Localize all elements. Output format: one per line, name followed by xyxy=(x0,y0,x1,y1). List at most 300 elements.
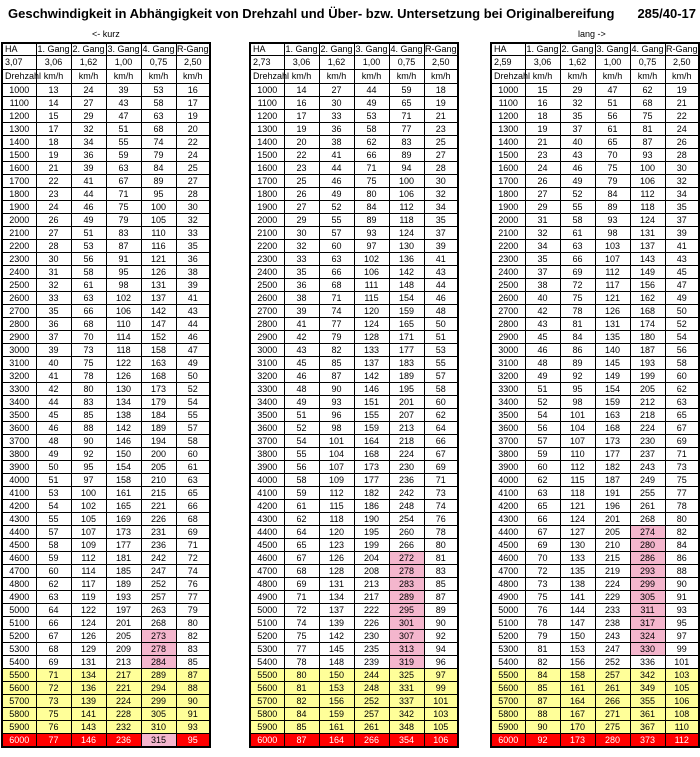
speed-cell: 32 xyxy=(525,227,560,240)
speed-cell: 128 xyxy=(319,565,354,578)
speed-cell: 39 xyxy=(176,279,210,292)
speed-cell: 118 xyxy=(560,487,595,500)
speed-cell: 28 xyxy=(424,162,458,175)
speed-cell: 100 xyxy=(141,201,176,214)
speed-cell: 208 xyxy=(354,565,389,578)
rpm-cell: 4300 xyxy=(2,513,36,526)
speed-cell: 73 xyxy=(71,344,106,357)
speed-cell: 289 xyxy=(141,669,176,682)
speed-cell: 33 xyxy=(319,110,354,123)
speed-cell: 135 xyxy=(560,565,595,578)
rpm-cell: 4600 xyxy=(491,552,525,565)
speed-cell: 244 xyxy=(354,669,389,682)
unit-label: km/h xyxy=(525,70,560,84)
speed-cell: 68 xyxy=(284,565,319,578)
table-row xyxy=(2,630,210,643)
speed-cell: 22 xyxy=(284,149,319,162)
speed-cell: 30 xyxy=(36,253,71,266)
speed-cell: 55 xyxy=(36,513,71,526)
table-row xyxy=(491,305,699,318)
rpm-cell: 3200 xyxy=(2,370,36,383)
rpm-cell: 2300 xyxy=(250,253,284,266)
speed-cell: 29 xyxy=(284,214,319,227)
speed-cell: 189 xyxy=(106,578,141,591)
speed-cell: 46 xyxy=(71,201,106,214)
speed-cell: 148 xyxy=(319,656,354,669)
speed-cell: 65 xyxy=(284,539,319,552)
speed-cell: 68 xyxy=(71,318,106,331)
speed-cell: 103 xyxy=(665,669,699,682)
speed-cell: 95 xyxy=(176,734,210,748)
speed-cell: 105 xyxy=(141,214,176,227)
speed-cell: 137 xyxy=(141,292,176,305)
speed-cell: 82 xyxy=(665,526,699,539)
speed-cell: 105 xyxy=(424,721,458,734)
table-row xyxy=(491,643,699,656)
speed-cell: 37 xyxy=(424,227,458,240)
speed-cell: 32 xyxy=(176,214,210,227)
speed-cell: 49 xyxy=(284,396,319,409)
speed-cell: 130 xyxy=(560,539,595,552)
speed-cell: 49 xyxy=(525,370,560,383)
rpm-cell: 4500 xyxy=(250,539,284,552)
speed-cell: 106 xyxy=(389,188,424,201)
speed-cell: 252 xyxy=(595,656,630,669)
speed-cell: 87 xyxy=(319,370,354,383)
speed-cell: 184 xyxy=(141,409,176,422)
speed-cell: 182 xyxy=(354,487,389,500)
speed-cell: 43 xyxy=(525,318,560,331)
speed-cell: 122 xyxy=(71,604,106,617)
speed-cell: 134 xyxy=(319,591,354,604)
speed-cell: 149 xyxy=(630,266,665,279)
speed-cell: 90 xyxy=(176,695,210,708)
speed-cell: 106 xyxy=(354,266,389,279)
speed-cell: 242 xyxy=(389,487,424,500)
rpm-cell: 3800 xyxy=(2,448,36,461)
table-row xyxy=(491,110,699,123)
speed-cell: 104 xyxy=(560,422,595,435)
rpm-cell: 3700 xyxy=(491,435,525,448)
speed-cell: 87 xyxy=(525,695,560,708)
rpm-cell: 1900 xyxy=(2,201,36,214)
speed-cell: 348 xyxy=(389,721,424,734)
speed-cell: 142 xyxy=(141,305,176,318)
speed-cell: 278 xyxy=(389,565,424,578)
table-row xyxy=(2,279,210,292)
speed-cell: 84 xyxy=(284,708,319,721)
speed-cell: 16 xyxy=(525,97,560,110)
table-row xyxy=(250,357,458,370)
speed-cell: 19 xyxy=(525,123,560,136)
table-row xyxy=(2,188,210,201)
table-row xyxy=(2,539,210,552)
speed-cell: 102 xyxy=(106,292,141,305)
table-row xyxy=(250,110,458,123)
speed-cell: 142 xyxy=(319,630,354,643)
speed-cell: 105 xyxy=(665,682,699,695)
speed-cell: 112 xyxy=(560,461,595,474)
unit-label: km/h xyxy=(319,70,354,84)
rpm-cell: 2000 xyxy=(250,214,284,227)
title-bar xyxy=(0,0,700,28)
speed-cell: 150 xyxy=(106,448,141,461)
speed-cell: 37 xyxy=(560,123,595,136)
speed-cell: 171 xyxy=(389,331,424,344)
speed-cell: 85 xyxy=(176,656,210,669)
speed-cell: 126 xyxy=(71,630,106,643)
table-row xyxy=(491,474,699,487)
speed-cell: 238 xyxy=(595,617,630,630)
speed-cell: 28 xyxy=(665,149,699,162)
speed-cell: 60 xyxy=(424,396,458,409)
table-row xyxy=(491,539,699,552)
speed-cell: 50 xyxy=(176,370,210,383)
speed-cell: 95 xyxy=(665,617,699,630)
speed-cell: 82 xyxy=(176,630,210,643)
rpm-cell: 4100 xyxy=(2,487,36,500)
speed-cell: 28 xyxy=(176,188,210,201)
speed-cell: 72 xyxy=(176,552,210,565)
speed-cell: 168 xyxy=(595,422,630,435)
rpm-cell: 3700 xyxy=(2,435,36,448)
speed-cell: 182 xyxy=(595,461,630,474)
speed-cell: 46 xyxy=(560,162,595,175)
speed-cell: 330 xyxy=(630,643,665,656)
speed-cell: 310 xyxy=(141,721,176,734)
rpm-cell: 5900 xyxy=(2,721,36,734)
speed-cell: 98 xyxy=(319,422,354,435)
speed-cell: 24 xyxy=(36,201,71,214)
speed-cell: 126 xyxy=(106,370,141,383)
table-row xyxy=(491,123,699,136)
table-row xyxy=(250,565,458,578)
table-row xyxy=(250,383,458,396)
speed-cell: 190 xyxy=(354,513,389,526)
rpm-cell: 3300 xyxy=(491,383,525,396)
speed-cell: 58 xyxy=(36,539,71,552)
speed-cell: 82 xyxy=(284,695,319,708)
gear-label: R-Gang xyxy=(176,44,209,54)
table-row xyxy=(491,591,699,604)
table-row xyxy=(2,643,210,656)
speed-cell: 126 xyxy=(141,266,176,279)
speed-cell: 200 xyxy=(141,448,176,461)
speed-cell: 36 xyxy=(284,279,319,292)
rpm-cell: 4500 xyxy=(2,539,36,552)
header-row xyxy=(491,43,699,56)
speed-cell: 34 xyxy=(71,136,106,149)
table-row xyxy=(2,97,210,110)
speed-cell: 73 xyxy=(525,578,560,591)
rpm-cell: 4900 xyxy=(2,591,36,604)
rpm-cell: 4500 xyxy=(491,539,525,552)
speed-cell: 58 xyxy=(141,97,176,110)
table-row xyxy=(491,240,699,253)
speed-cell: 89 xyxy=(389,149,424,162)
rpm-cell: 5700 xyxy=(250,695,284,708)
speed-cell: 39 xyxy=(284,305,319,318)
speed-cell: 53 xyxy=(354,110,389,123)
speed-cell: 45 xyxy=(665,266,699,279)
table-row xyxy=(250,422,458,435)
rpm-cell: 2800 xyxy=(2,318,36,331)
table-row xyxy=(250,487,458,500)
table-row xyxy=(491,396,699,409)
speed-cell: 93 xyxy=(354,227,389,240)
speed-cell: 148 xyxy=(389,279,424,292)
speed-cell: 59 xyxy=(284,487,319,500)
table-row xyxy=(2,682,210,695)
speed-cell: 207 xyxy=(389,409,424,422)
unit-label: km/h xyxy=(560,70,595,84)
speed-cell: 205 xyxy=(141,461,176,474)
speed-cell: 30 xyxy=(665,162,699,175)
table-row xyxy=(250,682,458,695)
speed-cell: 57 xyxy=(525,435,560,448)
speed-cell: 100 xyxy=(389,175,424,188)
speed-cell: 101 xyxy=(560,409,595,422)
rpm-cell: 2700 xyxy=(2,305,36,318)
rpm-cell: 3400 xyxy=(491,396,525,409)
rpm-cell: 1400 xyxy=(2,136,36,149)
rpm-cell: 3600 xyxy=(250,422,284,435)
speed-cell: 122 xyxy=(106,357,141,370)
speed-cell: 311 xyxy=(630,604,665,617)
speed-cell: 213 xyxy=(354,578,389,591)
rpm-cell: 1300 xyxy=(2,123,36,136)
speed-cell: 72 xyxy=(36,682,71,695)
speed-cell: 79 xyxy=(595,175,630,188)
rpm-cell: 2000 xyxy=(2,214,36,227)
speed-cell: 26 xyxy=(525,175,560,188)
table-row xyxy=(250,552,458,565)
rpm-cell: 2700 xyxy=(491,305,525,318)
speed-cell: 177 xyxy=(354,474,389,487)
speed-cell: 75 xyxy=(665,474,699,487)
speed-cell: 247 xyxy=(141,565,176,578)
speed-cell: 106 xyxy=(106,305,141,318)
speed-cell: 49 xyxy=(560,175,595,188)
table-row xyxy=(491,526,699,539)
speed-cell: 64 xyxy=(284,526,319,539)
speed-cell: 222 xyxy=(354,604,389,617)
rpm-cell: 1200 xyxy=(491,110,525,123)
speed-cell: 51 xyxy=(71,227,106,240)
rpm-cell: 2300 xyxy=(491,253,525,266)
speed-cell: 193 xyxy=(630,357,665,370)
speed-cell: 101 xyxy=(665,656,699,669)
speed-cell: 44 xyxy=(71,188,106,201)
speed-cell: 49 xyxy=(319,188,354,201)
table-row xyxy=(250,643,458,656)
rpm-cell: 5300 xyxy=(491,643,525,656)
table-row xyxy=(2,708,210,721)
rpm-cell: 2500 xyxy=(250,279,284,292)
speed-cell: 95 xyxy=(141,188,176,201)
speed-cell: 72 xyxy=(284,604,319,617)
speed-cell: 77 xyxy=(284,643,319,656)
unit-label: km/h xyxy=(595,70,630,84)
speed-cell: 134 xyxy=(71,669,106,682)
gear-label: 1. Gang xyxy=(37,44,70,54)
speed-cell: 41 xyxy=(284,318,319,331)
speed-cell: 191 xyxy=(595,487,630,500)
speed-cell: 209 xyxy=(106,643,141,656)
speed-cell: 76 xyxy=(424,513,458,526)
speed-cell: 74 xyxy=(424,500,458,513)
speed-cell: 99 xyxy=(424,682,458,695)
header-row xyxy=(2,43,210,56)
speed-cell: 31 xyxy=(36,266,71,279)
rpm-cell: 5100 xyxy=(250,617,284,630)
speed-cell: 91 xyxy=(176,708,210,721)
gear-ratio: 2,50 xyxy=(424,56,458,70)
speed-cell: 27 xyxy=(424,149,458,162)
speed-cell: 85 xyxy=(525,682,560,695)
table-row xyxy=(2,201,210,214)
speed-cell: 36 xyxy=(176,253,210,266)
speed-cell: 194 xyxy=(141,435,176,448)
speed-cell: 159 xyxy=(319,708,354,721)
speed-cell: 144 xyxy=(560,604,595,617)
rpm-cell: 4400 xyxy=(491,526,525,539)
speed-cell: 63 xyxy=(319,253,354,266)
speed-cell: 145 xyxy=(595,357,630,370)
speed-cell: 142 xyxy=(354,370,389,383)
speed-cell: 91 xyxy=(665,591,699,604)
speed-cell: 121 xyxy=(141,253,176,266)
speed-cell: 87 xyxy=(424,591,458,604)
rpm-cell: 1500 xyxy=(2,149,36,162)
table-row xyxy=(250,279,458,292)
speed-cell: 163 xyxy=(141,357,176,370)
rpm-label: Drehzahl xyxy=(2,70,36,84)
speed-cell: 23 xyxy=(525,149,560,162)
gear-table-2 xyxy=(249,42,459,748)
speed-cell: 39 xyxy=(71,162,106,175)
table-row xyxy=(250,396,458,409)
speed-cell: 196 xyxy=(595,500,630,513)
table-row xyxy=(2,396,210,409)
table-row xyxy=(2,266,210,279)
speed-cell: 87 xyxy=(630,136,665,149)
speed-cell: 146 xyxy=(71,734,106,748)
speed-cell: 81 xyxy=(560,318,595,331)
speed-cell: 60 xyxy=(176,448,210,461)
speed-cell: 187 xyxy=(595,474,630,487)
speed-cell: 71 xyxy=(284,591,319,604)
speed-cell: 109 xyxy=(71,539,106,552)
speed-cell: 116 xyxy=(141,240,176,253)
speed-cell: 71 xyxy=(665,448,699,461)
speed-cell: 143 xyxy=(630,253,665,266)
speed-cell: 98 xyxy=(595,227,630,240)
unit-label: km/h xyxy=(284,70,319,84)
speed-cell: 173 xyxy=(595,435,630,448)
rpm-cell: 4700 xyxy=(2,565,36,578)
rpm-cell: 2600 xyxy=(250,292,284,305)
rpm-cell: 2400 xyxy=(491,266,525,279)
rpm-cell: 3800 xyxy=(250,448,284,461)
speed-cell: 57 xyxy=(424,370,458,383)
speed-cell: 90 xyxy=(424,617,458,630)
speed-cell: 35 xyxy=(284,266,319,279)
speed-cell: 48 xyxy=(525,357,560,370)
rpm-cell: 5800 xyxy=(250,708,284,721)
speed-cell: 118 xyxy=(106,344,141,357)
speed-cell: 80 xyxy=(284,669,319,682)
speed-cell: 105 xyxy=(71,513,106,526)
speed-cell: 78 xyxy=(665,500,699,513)
speed-cell: 58 xyxy=(354,123,389,136)
table-row xyxy=(491,578,699,591)
speed-cell: 280 xyxy=(595,734,630,748)
speed-cell: 185 xyxy=(106,565,141,578)
rpm-cell: 4100 xyxy=(250,487,284,500)
speed-cell: 19 xyxy=(176,110,210,123)
speed-cell: 236 xyxy=(389,474,424,487)
rpm-cell: 1100 xyxy=(491,97,525,110)
rpm-cell: 1300 xyxy=(491,123,525,136)
table-row xyxy=(2,656,210,669)
unit-row xyxy=(2,70,210,84)
table-row xyxy=(250,695,458,708)
speed-cell: 81 xyxy=(630,123,665,136)
speed-cell: 27 xyxy=(525,188,560,201)
rpm-cell: 3200 xyxy=(250,370,284,383)
table-row xyxy=(491,188,699,201)
speed-cell: 261 xyxy=(354,721,389,734)
speed-cell: 41 xyxy=(176,292,210,305)
speed-cell: 218 xyxy=(630,409,665,422)
speed-cell: 72 xyxy=(560,279,595,292)
speed-cell: 252 xyxy=(141,578,176,591)
speed-cell: 69 xyxy=(176,526,210,539)
rpm-cell: 5500 xyxy=(491,669,525,682)
speed-cell: 106 xyxy=(665,695,699,708)
table-row xyxy=(2,461,210,474)
speed-cell: 156 xyxy=(630,279,665,292)
speed-cell: 58 xyxy=(665,357,699,370)
rpm-cell: 1800 xyxy=(491,188,525,201)
table-row xyxy=(250,123,458,136)
speed-cell: 60 xyxy=(36,565,71,578)
speed-cell: 107 xyxy=(71,526,106,539)
speed-cell: 71 xyxy=(424,474,458,487)
rpm-cell: 2100 xyxy=(491,227,525,240)
ha-ratio: 2,59 xyxy=(491,56,525,70)
gear-label: 1. Gang xyxy=(526,44,559,54)
speed-cell: 230 xyxy=(630,435,665,448)
table-row xyxy=(2,149,210,162)
speed-cell: 78 xyxy=(424,526,458,539)
table-row xyxy=(2,552,210,565)
speed-cell: 84 xyxy=(595,188,630,201)
unit-row xyxy=(250,70,458,84)
table-row xyxy=(2,565,210,578)
speed-cell: 71 xyxy=(106,188,141,201)
speed-cell: 158 xyxy=(141,344,176,357)
speed-cell: 97 xyxy=(354,240,389,253)
speed-cell: 114 xyxy=(106,331,141,344)
speed-cell: 136 xyxy=(71,682,106,695)
speed-cell: 336 xyxy=(630,656,665,669)
table-row xyxy=(2,409,210,422)
speed-cell: 99 xyxy=(665,643,699,656)
rpm-cell: 4000 xyxy=(491,474,525,487)
speed-cell: 52 xyxy=(525,396,560,409)
